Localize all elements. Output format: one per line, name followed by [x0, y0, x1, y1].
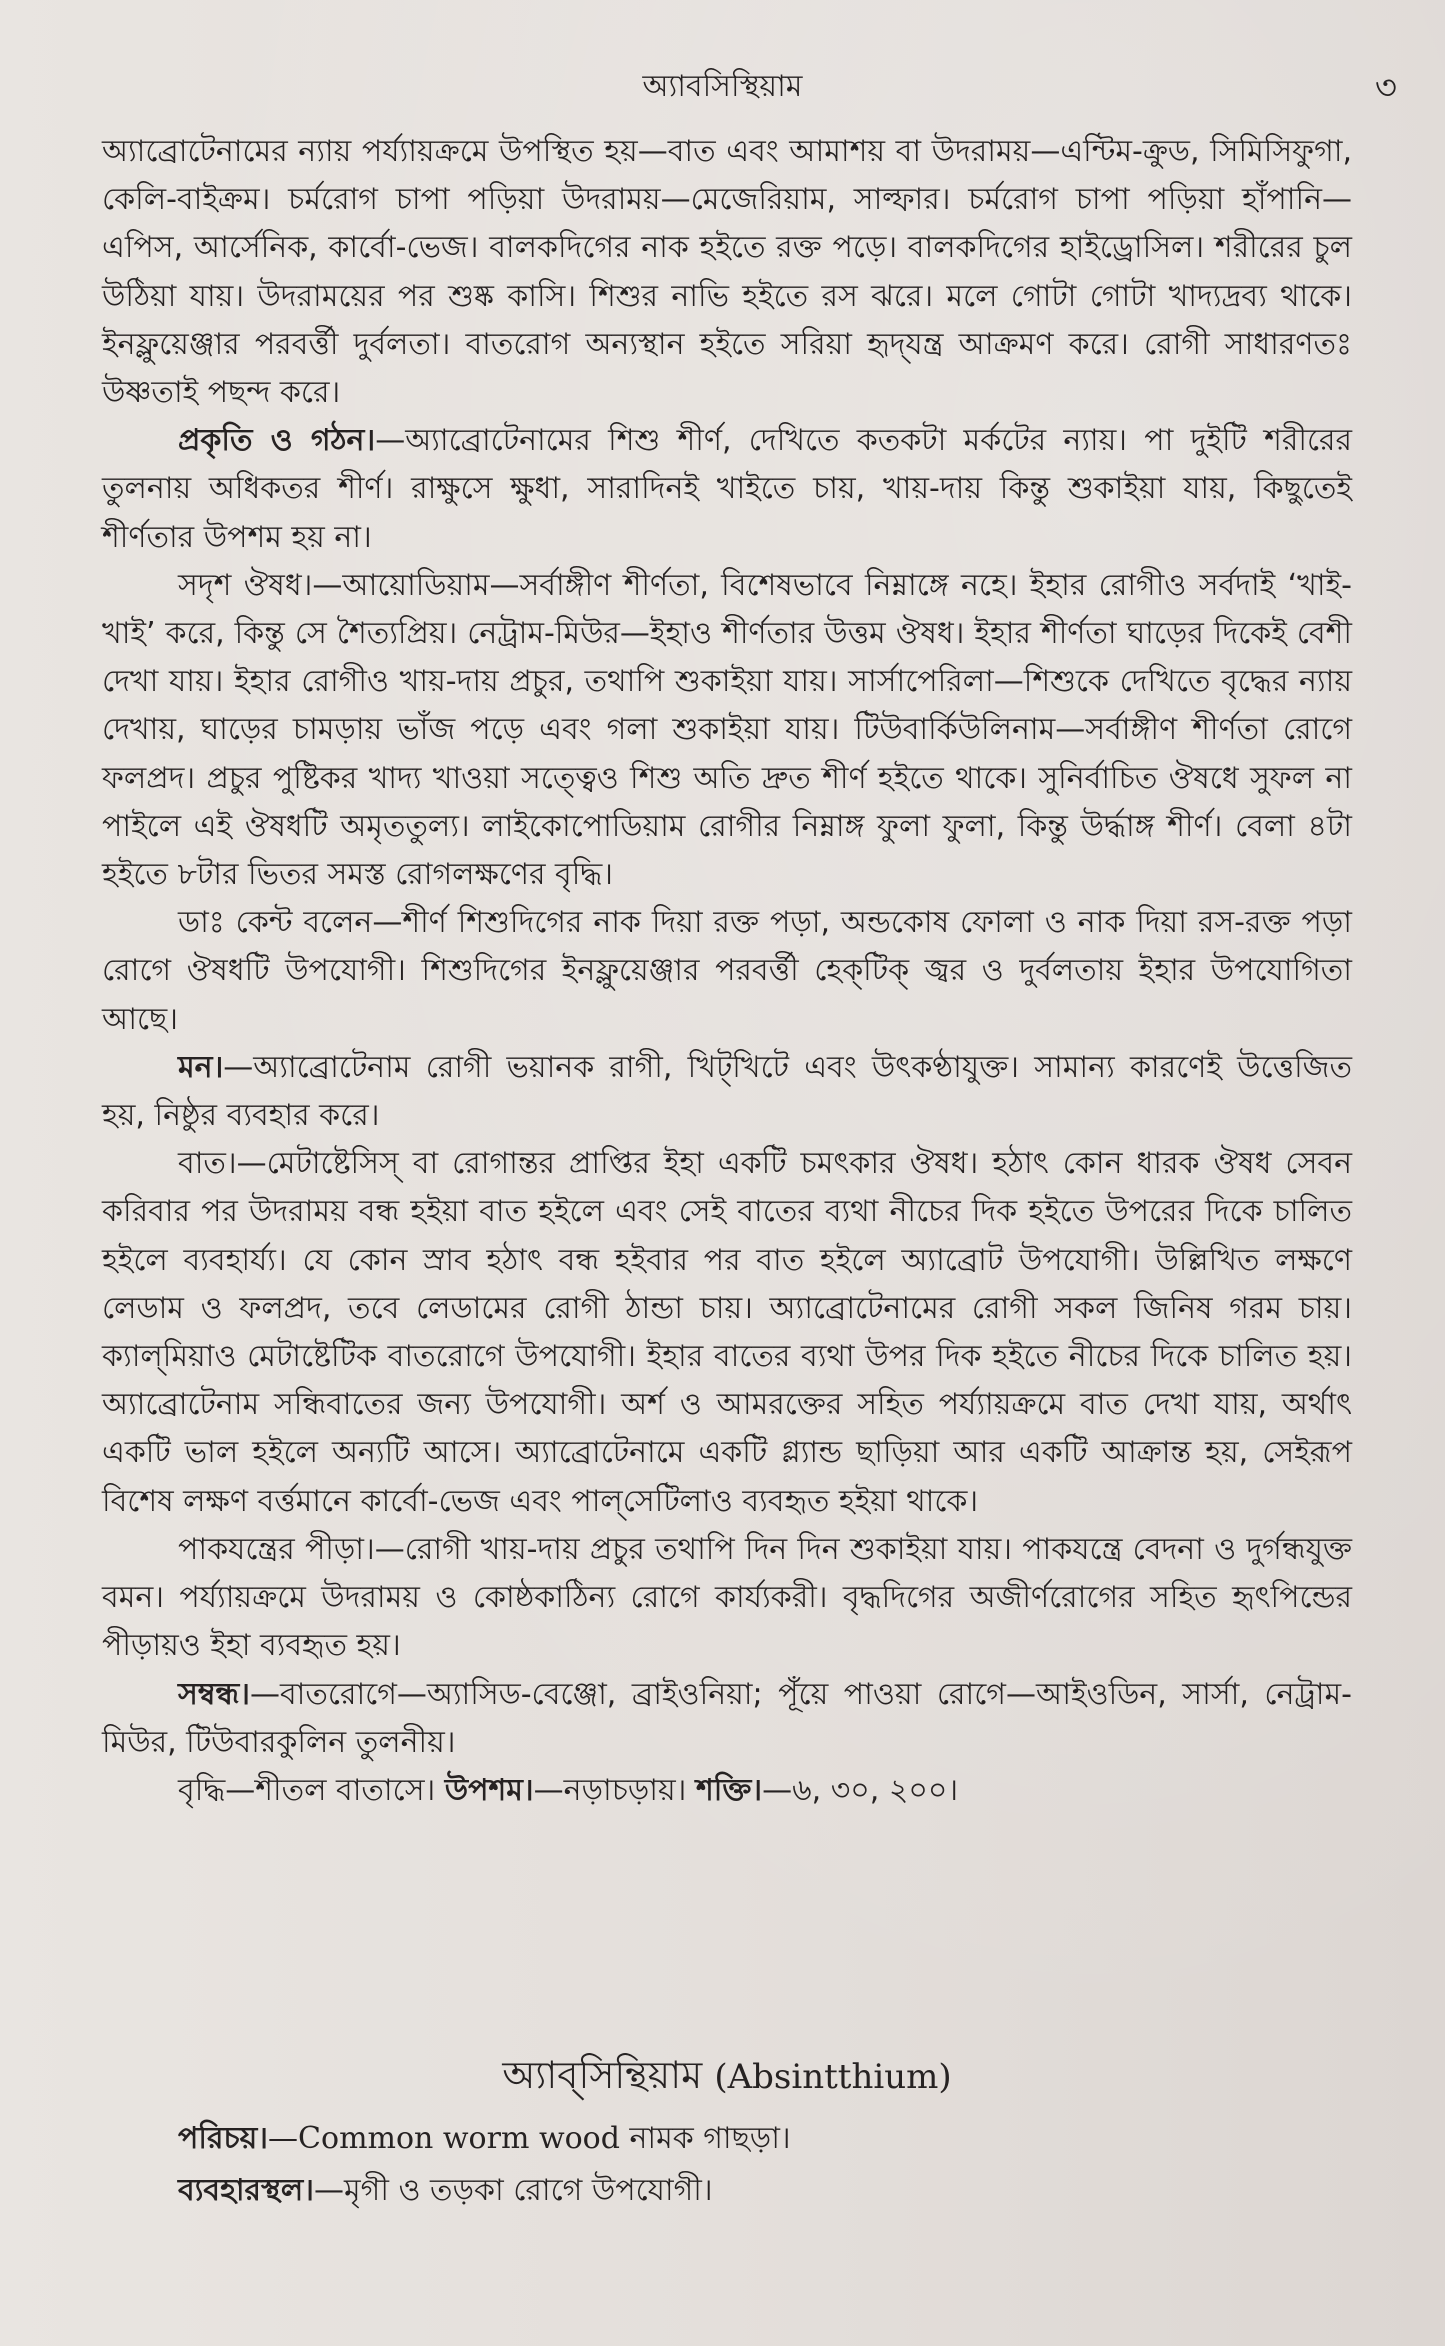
section-label-similar-remedies: সদৃশ ঔষধ। [178, 567, 313, 603]
paragraph-continued: অ্যাব্রোটেনামের ন্যায় পর্য্যায়ক্রমে উপস্থিত হয়—বাত এবং আমাশয় বা উদরাময়—এন্টিম-ক্রুড, সিমিসিফুগা, কেলি-বাইক্রম। চর্মরোগ চাপা পড়িয়া উদরাময়—মেজেরিয়াম, সাল্ফার। চর্মরোগ চাপা পড়িয়া হাঁপানি—এপিস, আর্সেনিক, কার্বো-ভেজ। বালকদিগের নাক হইতে রক্ত পড়ে। বালকদিগের হাইড্রোসিল। শরীরের চুল উঠিয়া যায়। উদরাময়ের পর শুষ্ক কাসি। শিশুর নাভি হইতে রস ঝরে। মলে গোটা গোটা খাদ্যদ্রব্য থাকে। ইনফ্লুয়েঞ্জার পরবর্ত্তী দুর্বলতা। বাতরোগ অন্যস্থান হইতে সরিয়া হৃদ্‌যন্ত্র আক্রমণ করে। রোগী সাধারণতঃ উষ্ণতাই পছন্দ করে। [102, 134, 1352, 411]
rheumatism-text: —মেটাষ্টেসিস্ বা রোগান্তর প্রাপ্তির ইহা একটি চমৎকার ঔষধ। হঠাৎ কোন ধারক ঔষধ সেবন করিবার পর উদরাময় বন্ধ হইয়া বাত হইলে এবং সেই বাতের ব্যথা নীচের দিক হইতে উপরের দিকে চালিত হইলে ব্যবহার্য্য। যে কোন স্রাব হঠাৎ বন্ধ হইবার পর বাত হইলে অ্যাব্রোট উপযোগী। উল্লিখিত লক্ষণে লেডাম ও ফলপ্রদ, তবে লেডামের রোগী ঠান্ডা চায়। অ্যাব্রোটেনামের রোগী সকল জিনিষ গরম চায়। ক্যাল্‌মিয়াও মেটাষ্টেটিক বাতরোগে উপযোগী। ইহার বাতের ব্যথা উপর দিক হইতে নীচের দিকে চালিত হয়। অ্যাব্রোটেনাম সন্ধিবাতের জন্য উপযোগী। অর্শ ও আমরক্তের সহিত পর্য্যায়ক্রমে বাত দেখা যায়, অর্থাৎ একটি ভাল হইলে অন্যটি আসে। অ্যাব্রোটেনামে একটি গ্ল্যান্ড ছাড়িয়া আর একটি আক্রান্ত হয়, সেইরূপ বিশেষ লক্ষণ বর্ত্তমানে কার্বো-ভেজ এবং পাল্‌সেটিলাও ব্যবহৃত হইয়া থাকে। [102, 1146, 1352, 1519]
section-label-mind: মন। [178, 1049, 224, 1085]
paragraph-similar-remedies [102, 562, 1352, 899]
paragraph-stomach [102, 1526, 1352, 1671]
entry-title-latin: (Absintthium) [714, 2057, 952, 2097]
entry-introduction [102, 2113, 1352, 2165]
paragraph-modalities [102, 1767, 1352, 1815]
paragraph-kent: ডাঃ কেন্ট বলেন—শীর্ণ শিশুদিগের নাক দিয়া রক্ত পড়া, অন্ডকোষ ফোলা ও নাক দিয়া রস-রক্ত পড়া রোগে ঔষধটি উপযোগী। শিশুদিগের ইনফ্লুয়েঞ্জার পরবর্ত্তী হেক্‌টিক্ জ্বর ও দুর্বলতায় ইহার উপযোগিতা আছে। [102, 905, 1352, 1037]
introduction-text: —Common worm wood নামক গাছড়া। [268, 2121, 791, 2156]
constitution-text: —অ্যাব্রোটেনামের শিশু শীর্ণ, দেখিতে কতকটা মর্কটের ন্যায়। পা দুইটি শরীরের তুলনায় অধিকতর শীর্ণ। রাক্ষুসে ক্ষুধা, সারাদিনই খাইতে চায়, খায়-দায় কিন্তু শুকাইয়া যায়, কিছুতেই শীর্ণতার উপশম হয় না। [102, 423, 1352, 555]
aggravation-text: —শীতল বাতাসে। [225, 1772, 436, 1808]
section-label-stomach: পাকযন্ত্রের পীড়া। [178, 1531, 375, 1567]
section-label-constitution: প্রকৃতি ও গঠন। [178, 423, 376, 459]
section-label-rheumatism: বাত। [178, 1146, 237, 1182]
new-remedy-entry [102, 2045, 1352, 2217]
running-title: অ্যাবসিস্থিয়াম [642, 69, 803, 104]
entry-usage [102, 2165, 1352, 2217]
paragraph-relation [102, 1671, 1352, 1767]
stomach-text: —রোগী খায়-দায় প্রচুর তথাপি দিন দিন শুকাইয়া যায়। পাকযন্ত্রে বেদনা ও দুর্গন্ধযুক্ত বমন। পর্য্যায়ক্রমে উদরাময় ও কোষ্ঠকাঠিন্য রোগে কার্য্যকরী। বৃদ্ধদিগের অজীর্ণরোগের সহিত হৃৎপিন্ডের পীড়ায়ও ইহা ব্যবহৃত হয়। [102, 1531, 1352, 1664]
amelioration-text: —নড়াচড়ায়। [533, 1772, 687, 1808]
section-label-relation: সম্বন্ধ। [178, 1676, 250, 1712]
label-introduction: পরিচয়। [178, 2121, 269, 2156]
label-potency: শক্তি। [695, 1772, 763, 1808]
main-text [102, 128, 1352, 1815]
entry-title [102, 2045, 1352, 2107]
usage-text: —মৃগী ও তড়কা রোগে উপযোগী। [314, 2173, 713, 2208]
relation-text: —বাতরোগে—অ্যাসিড-বেঞ্জো, ব্রাইওনিয়া; পূঁয়ে পাওয়া রোগে—আইওডিন, সার্সা, নেট্রাম-মিউর, টিউবারকুলিন তুলনীয়। [102, 1676, 1352, 1760]
entry-title-bengali: অ্যাব্‌সিন্থিয়াম [502, 2053, 703, 2097]
potency-text: —৬, ৩০, ২০০। [762, 1772, 959, 1808]
mind-text: —অ্যাব্রোটেনাম রোগী ভয়ানক রাগী, খিট্‌খিটে এবং উৎকণ্ঠাযুক্ত। সামান্য কারণেই উত্তেজিত হয়, নিষ্ঠুর ব্যবহার করে। [102, 1049, 1352, 1134]
paragraph-rheumatism [102, 1140, 1352, 1526]
label-usage: ব্যবহারস্থল। [178, 2173, 314, 2208]
paragraph-constitution [102, 417, 1352, 562]
paragraph-mind [102, 1044, 1352, 1140]
label-aggravation: বৃদ্ধি [178, 1772, 226, 1808]
page-number: ৩ [1374, 68, 1397, 108]
similar-remedies-text: —আয়োডিয়াম—সর্বাঙ্গীণ শীর্ণতা, বিশেষভাবে নিম্নাঙ্গে নহে। ইহার রোগীও সর্বদাই ‘খাই-খাই’ করে, কিন্তু সে শৈত্যপ্রিয়। নেট্রাম-মিউর—ইহাও শীর্ণতার উত্তম ঔষধ। ইহার শীর্ণতা ঘাড়ের দিকেই বেশী দেখা যায়। ইহার রোগীও খায়-দায় প্রচুর, তথাপি শুকাইয়া যায়। সার্সাপেরিলা—শিশুকে দেখিতে বৃদ্ধের ন্যায় দেখায়, ঘাড়ের চামড়ায় ভাঁজ পড়ে এবং গলা শুকাইয়া যায়। টিউবার্কিউলিনাম—সর্বাঙ্গীণ শীর্ণতা রোগে ফলপ্রদ। প্রচুর পুষ্টিকর খাদ্য খাওয়া সত্ত্বেও শিশু অতি দ্রুত শীর্ণ হইতে থাকে। সুনির্বাচিত ঔষধে সুফল না পাইলে এই ঔষধটি অমৃততুল্য। লাইকোপোডিয়াম রোগীর নিম্নাঙ্গ ফুলা ফুলা, কিন্তু উর্দ্ধাঙ্গ শীর্ণ। বেলা ৪টা হইতে ৮টার ভিতর সমস্ত রোগলক্ষণের বৃদ্ধি। [102, 567, 1352, 893]
label-amelioration: উপশম। [444, 1772, 534, 1808]
